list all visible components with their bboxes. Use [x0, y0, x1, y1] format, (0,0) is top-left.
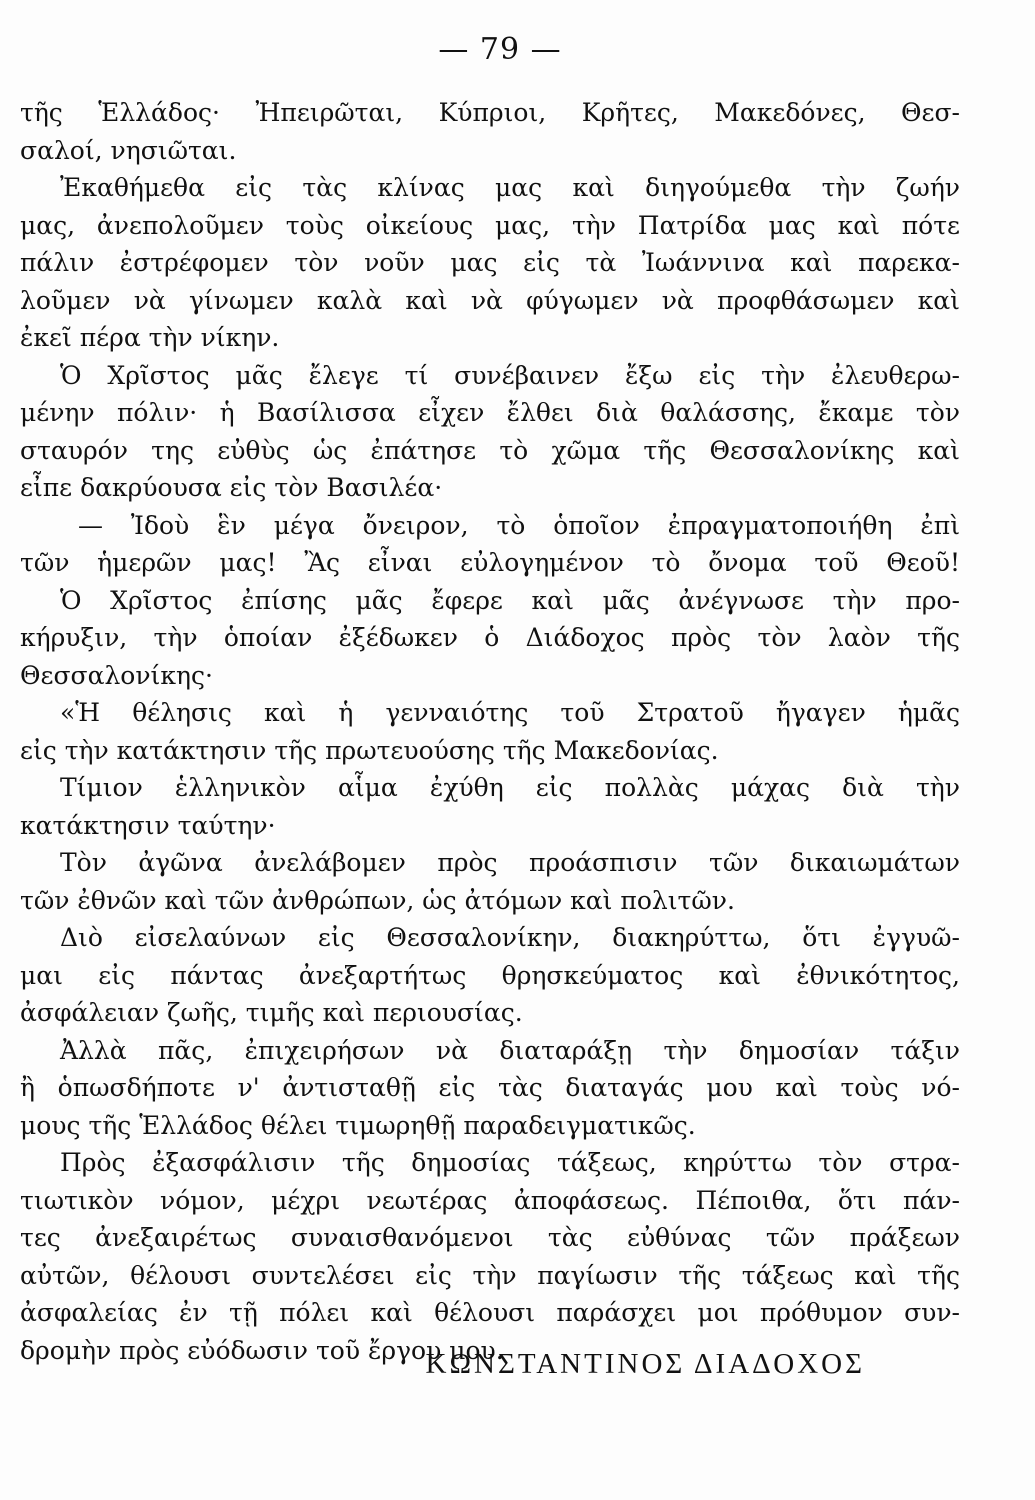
text-line: Ἀλλὰ πᾶς, ἐπιχειρήσων νὰ διαταράξῃ τὴν δημοσίαν τάξιν [60, 1035, 960, 1065]
text-line: τῶν ἡμερῶν μας! Ἂς εἶναι εὐλογημένον τὸ ὄνομα τοῦ Θεοῦ! [20, 548, 960, 577]
text-line: μους τῆς Ἑλλάδος θέλει τιμωρηθῇ παραδειγματικῶς. [20, 1110, 696, 1140]
text-line: πάλιν ἐστρέφομεν τὸν νοῦν μας εἰς τὰ Ἰωάννινα καὶ παρεκα- [20, 248, 960, 277]
text-line: σταυρόν της εὐθὺς ὡς ἐπάτησε τὸ χῶμα τῆς Θεσσαλονίκης καὶ [20, 435, 960, 465]
signature: ΚΩΝΣΤΑΝΤΙΝΟΣ ΔΙΑΔΟΧΟΣ [425, 1348, 865, 1380]
body-text [20, 94, 960, 1369]
text-line: ἀσφάλειαν ζωῆς, τιμῆς καὶ περιουσίας. [20, 998, 523, 1027]
text-line: Ὁ Χρῖστος ἐπίσης μᾶς ἔφερε καὶ μᾶς ἀνέγνωσε τὴν προ- [60, 585, 960, 615]
text-line: μένην πόλιν· ἡ Βασίλισσα εἶχεν ἔλθει διὰ θαλάσσης, ἔκαμε τὸν [20, 398, 960, 427]
text-line: εἶπε δακρύουσα εἰς τὸν Βασιλέα· [20, 473, 443, 502]
text-line: τῆς Ἑλλάδος· Ἠπειρῶται, Κύπριοι, Κρῆτες, Μακεδόνες, Θεσ- [20, 98, 960, 127]
text-line: «Ἡ θέλησις καὶ ἡ γενναιότης τοῦ Στρατοῦ ἤγαγεν ἡμᾶς [60, 698, 960, 727]
text-line: σαλοί, νησιῶται. [20, 135, 237, 165]
text-line: Θεσσαλονίκης· [20, 660, 213, 690]
text-line: Πρὸς ἐξασφάλισιν τῆς δημοσίας τάξεως, κηρύττω τὸν στρα- [60, 1148, 960, 1177]
text-line: Τίμιον ἑλληνικὸν αἷμα ἐχύθη εἰς πολλὰς μάχας διὰ τὴν [60, 773, 960, 802]
text-line: τες ἀνεξαιρέτως συναισθανόμενοι τὰς εὐθύνας τῶν πράξεων [20, 1223, 960, 1252]
text-line: μαι εἰς πάντας ἀνεξαρτήτως θρησκεύματος καὶ ἐθνικότητος, [20, 960, 960, 990]
text-line: δρομὴν πρὸς εὐόδωσιν τοῦ ἔργου μου. [20, 1335, 504, 1365]
text-line: Διὸ εἰσελαύνων εἰς Θεσσαλονίκην, διακηρύττω, ὅτι ἐγγυῶ- [60, 923, 960, 952]
text-line: αὐτῶν, θέλουσι συντελέσει εἰς τὴν παγίωσιν τῆς τάξεως καὶ τῆς [20, 1260, 960, 1290]
text-line: εἰς τὴν κατάκτησιν τῆς πρωτευούσης τῆς Μακεδονίας. [20, 735, 719, 765]
text-line: τιωτικὸν νόμον, μέχρι νεωτέρας ἀποφάσεως. Πέποιθα, ὅτι πάν- [20, 1185, 960, 1215]
text-line: κατάκτησιν ταύτην· [20, 810, 276, 840]
text-line: Ὁ Χρῖστος μᾶς ἔλεγε τί συνέβαινεν ἔξω εἰς τὴν ἐλευθερω- [60, 360, 960, 390]
page-number: — 79 — [438, 32, 562, 67]
text-line: μας, ἀνεπολοῦμεν τοὺς οἰκείους μας, τὴν Πατρίδα μας καὶ πότε [20, 210, 960, 240]
text-line: λοῦμεν νὰ γίνωμεν καλὰ καὶ νὰ φύγωμεν νὰ προφθάσωμεν καὶ [20, 285, 960, 315]
text-line: ἢ ὁπωσδήποτε ν' ἀντισταθῇ εἰς τὰς διαταγάς μου καὶ τοὺς νό- [20, 1073, 960, 1102]
text-line: Τὸν ἀγῶνα ἀνελάβομεν πρὸς προάσπισιν τῶν δικαιωμάτων [60, 848, 960, 877]
text-line: κήρυξιν, τὴν ὁποίαν ἐξέδωκεν ὁ Διάδοχος πρὸς τὸν λαὸν τῆς [20, 623, 960, 652]
text-line: Ἐκαθήμεθα εἰς τὰς κλίνας μας καὶ διηγούμεθα τὴν ζωήν [60, 173, 960, 202]
text-line: ἐκεῖ πέρα τὴν νίκην. [20, 323, 280, 352]
text-line: τῶν ἐθνῶν καὶ τῶν ἀνθρώπων, ὡς ἀτόμων καὶ πολιτῶν. [20, 885, 735, 915]
text-line: ἀσφαλείας ἐν τῇ πόλει καὶ θέλουσι παράσχει μοι πρόθυμον συν- [20, 1298, 960, 1327]
text-line: — Ἰδοὺ ἓν μέγα ὄνειρον, τὸ ὁποῖον ἐπραγματοποιήθη ἐπὶ [78, 510, 960, 540]
